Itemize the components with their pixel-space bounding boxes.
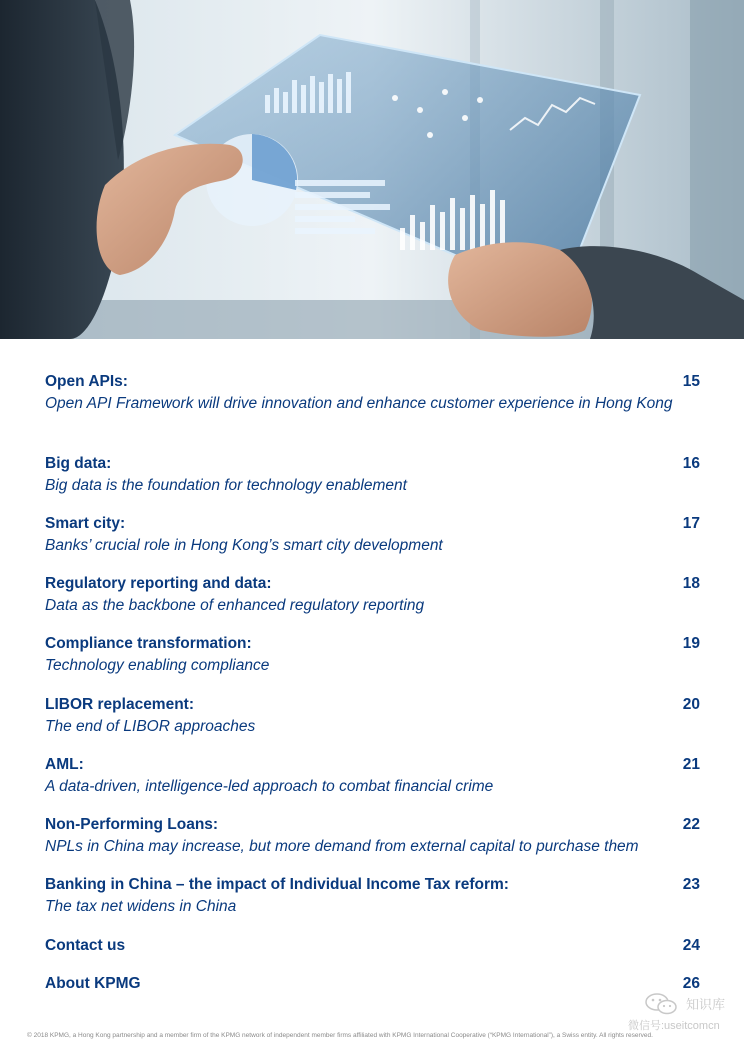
- wechat-icon: [644, 992, 680, 1019]
- toc-title[interactable]: LIBOR replacement:: [45, 696, 195, 713]
- toc-title[interactable]: Big data:: [45, 455, 112, 472]
- toc-title[interactable]: Contact us: [45, 937, 126, 954]
- toc-page-number[interactable]: 18: [682, 575, 700, 592]
- hero-illustration: [0, 0, 744, 339]
- toc-entry-contact-us[interactable]: [45, 936, 700, 956]
- toc-entry-compliance-transformation[interactable]: [45, 634, 700, 676]
- toc-entry-big-data[interactable]: [45, 454, 700, 496]
- toc-page-number[interactable]: 19: [682, 635, 700, 652]
- toc-description: Technology enabling compliance: [45, 657, 270, 674]
- toc-entry-open-apis[interactable]: [45, 372, 700, 414]
- hero-image: [0, 0, 744, 339]
- toc-page-number[interactable]: 26: [682, 975, 700, 992]
- toc-description: Big data is the foundation for technology enablement: [45, 477, 407, 494]
- watermark: [628, 992, 738, 1034]
- toc-title[interactable]: Banking in China – the impact of Individual Income Tax reform:: [45, 876, 509, 893]
- toc-entry-regulatory-reporting[interactable]: [45, 574, 700, 616]
- toc-entry-about-kpmg[interactable]: [45, 974, 700, 994]
- toc-page-number[interactable]: 22: [682, 816, 700, 833]
- toc-description: A data-driven, intelligence-led approach to combat financial crime: [45, 778, 494, 795]
- toc-description: The end of LIBOR approaches: [45, 718, 256, 735]
- toc-page-number[interactable]: 24: [682, 937, 700, 954]
- toc-description: NPLs in China may increase, but more demand from external capital to purchase them: [45, 838, 639, 855]
- toc-page-number[interactable]: 23: [682, 876, 700, 893]
- toc-entry-libor-replacement[interactable]: [45, 695, 700, 737]
- toc-title[interactable]: Open APIs:: [45, 373, 128, 390]
- legal-footer: © 2018 KPMG, a Hong Kong partnership and a member firm of the KPMG network of independent member firms affiliated with KPMG International Cooperative (“KPMG International”), a Swiss entity. All rights reserved.: [27, 1032, 653, 1039]
- toc-title[interactable]: Non-Performing Loans:: [45, 816, 219, 833]
- toc-entry-banking-in-china[interactable]: [45, 875, 700, 917]
- toc-page-number[interactable]: 20: [682, 696, 700, 713]
- toc-description: The tax net widens in China: [45, 898, 237, 915]
- toc-page-number[interactable]: 21: [682, 756, 700, 773]
- toc-entry-non-performing-loans[interactable]: [45, 815, 700, 857]
- toc-title[interactable]: About KPMG: [45, 975, 141, 992]
- toc-title[interactable]: Smart city:: [45, 515, 126, 532]
- toc-description: Data as the backbone of enhanced regulatory reporting: [45, 597, 425, 614]
- toc-title[interactable]: AML:: [45, 756, 84, 773]
- toc-page-number[interactable]: 16: [682, 455, 700, 472]
- toc-page-number[interactable]: 15: [682, 373, 700, 390]
- toc-description: Banks’ crucial role in Hong Kong’s smart city development: [45, 537, 443, 554]
- toc-entry-smart-city[interactable]: [45, 514, 700, 556]
- watermark-account: 微信号:useitcomcn: [628, 1020, 720, 1032]
- toc-title[interactable]: Compliance transformation:: [45, 635, 252, 652]
- watermark-title: 知识库: [686, 997, 726, 1012]
- toc-entry-aml[interactable]: [45, 755, 700, 797]
- toc-page-number[interactable]: 17: [682, 515, 700, 532]
- toc-title[interactable]: Regulatory reporting and data:: [45, 575, 272, 592]
- toc-description: Open API Framework will drive innovation and enhance customer experience in Hong Kong: [45, 395, 673, 412]
